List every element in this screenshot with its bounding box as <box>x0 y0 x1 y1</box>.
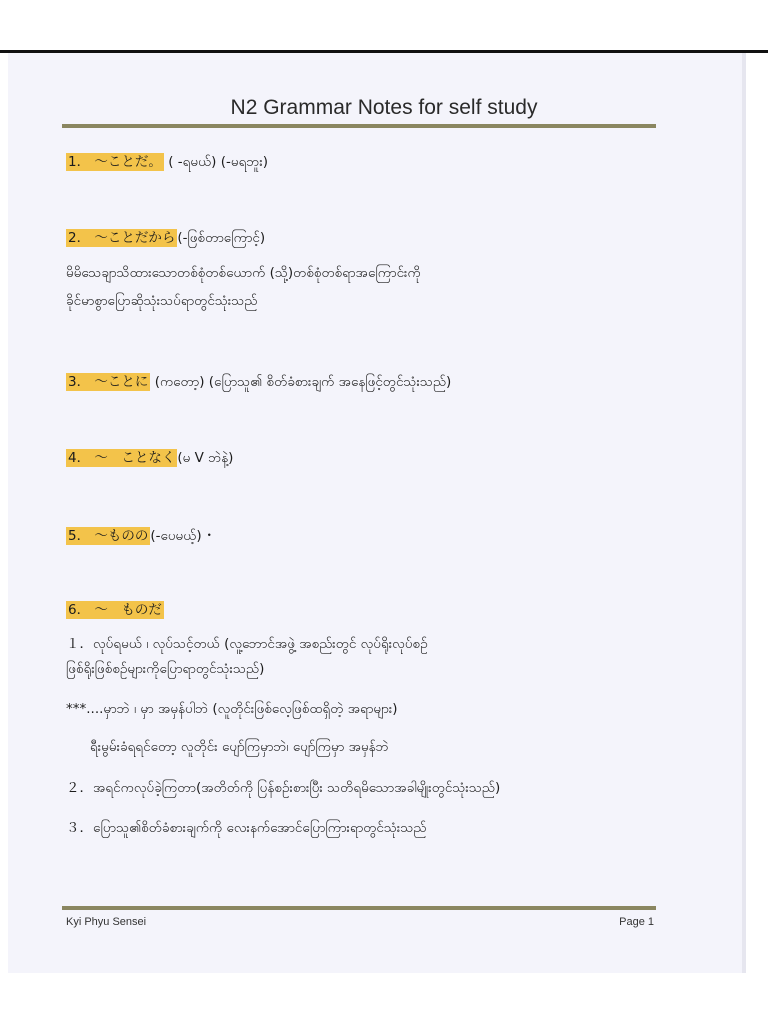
item-2-note-line-1: မိမိသေချာသိထားသောတစ်စုံတစ်ယောက် (သို့)တစ်စုံတစ်ရာအကြောင်းကို <box>66 265 421 281</box>
paper-edge <box>742 53 746 973</box>
item-1-pattern: 1． ～ことだ。 <box>68 154 162 170</box>
sub-item-1-cont: ဖြစ်ရိုးဖြစ်စဉ်များကိုပြောရာတွင်သုံးသည်) <box>66 661 265 677</box>
grammar-item-2 <box>66 226 265 249</box>
grammar-item-4 <box>66 446 233 469</box>
item-1-gloss: ( -ရမယ်) (-မရဘူး) <box>168 154 269 170</box>
item-6-pattern: 6． ～ ものだ <box>68 602 162 618</box>
sub-item-example: ရီးမွမ်းခံရရင်တော့ လူတိုင်း ပျော်ကြမှာဘဲ၊ ပျော်ကြမှာ အမှန်ဘဲ <box>90 739 389 755</box>
item-3-gloss: (ကတော့) (ပြောသူ၏ စိတ်ခံစားချက် အနေဖြင့်တွင်သုံးသည်) <box>154 374 452 390</box>
document-title: N2 Grammar Notes for self study <box>230 96 538 119</box>
item-5-pattern: 5． ～ものの <box>68 528 149 544</box>
item-4-gloss: (မ V ဘဲနဲ့) <box>177 450 234 466</box>
sub-item-3: ３．ပြောသူ၏စိတ်ခံစားချက်ကို လေးနက်အောင်ပြောကြားရာတွင်သုံးသည် <box>66 820 427 836</box>
item-4-pattern: 4． ～ ことなく <box>68 450 176 466</box>
grammar-item-3 <box>66 370 451 393</box>
item-2-note-line-2: ခိုင်မာစွာပြောဆိုသုံးသပ်ရာတွင်သုံးသည် <box>66 293 258 309</box>
sub-item-1: １．လုပ်ရမယ် ၊ လုပ်သင့်တယ် (လူ့ဘောင်အဖွဲ့ အစည်းတွင် လုပ်ရိုးလုပ်စဉ် <box>66 636 428 652</box>
footer-page-number: Page 1 <box>619 916 654 928</box>
item-2-pattern: 2． ～ことだから <box>68 230 176 246</box>
sub-item-2: ２．အရင်ကလုပ်ခဲ့ကြတာ(အတိတ်ကို ပြန်စဉ်းစားပြီး သတိရမိသောအခါမျိုးတွင်သုံးသည်) <box>66 780 501 796</box>
item-2-gloss: (-ဖြစ်တာကြောင့်) <box>177 230 266 246</box>
sub-item-note: ***....မှာဘဲ ၊ မှာ အမှန်ပါဘဲ (လူတိုင်းဖြစ်လေ့ဖြစ်ထရှိတဲ့ အရာများ) <box>66 701 398 717</box>
item-3-pattern: 3． ～ことに <box>68 374 149 390</box>
footer-divider <box>62 906 656 910</box>
grammar-item-6 <box>66 598 164 618</box>
grammar-item-5 <box>66 524 213 547</box>
title-divider <box>62 124 656 128</box>
grammar-item-1 <box>66 150 268 173</box>
item-5-gloss: (-ပေမယ့်) ･ <box>150 528 213 544</box>
footer-author: Kyi Phyu Sensei <box>66 916 147 928</box>
